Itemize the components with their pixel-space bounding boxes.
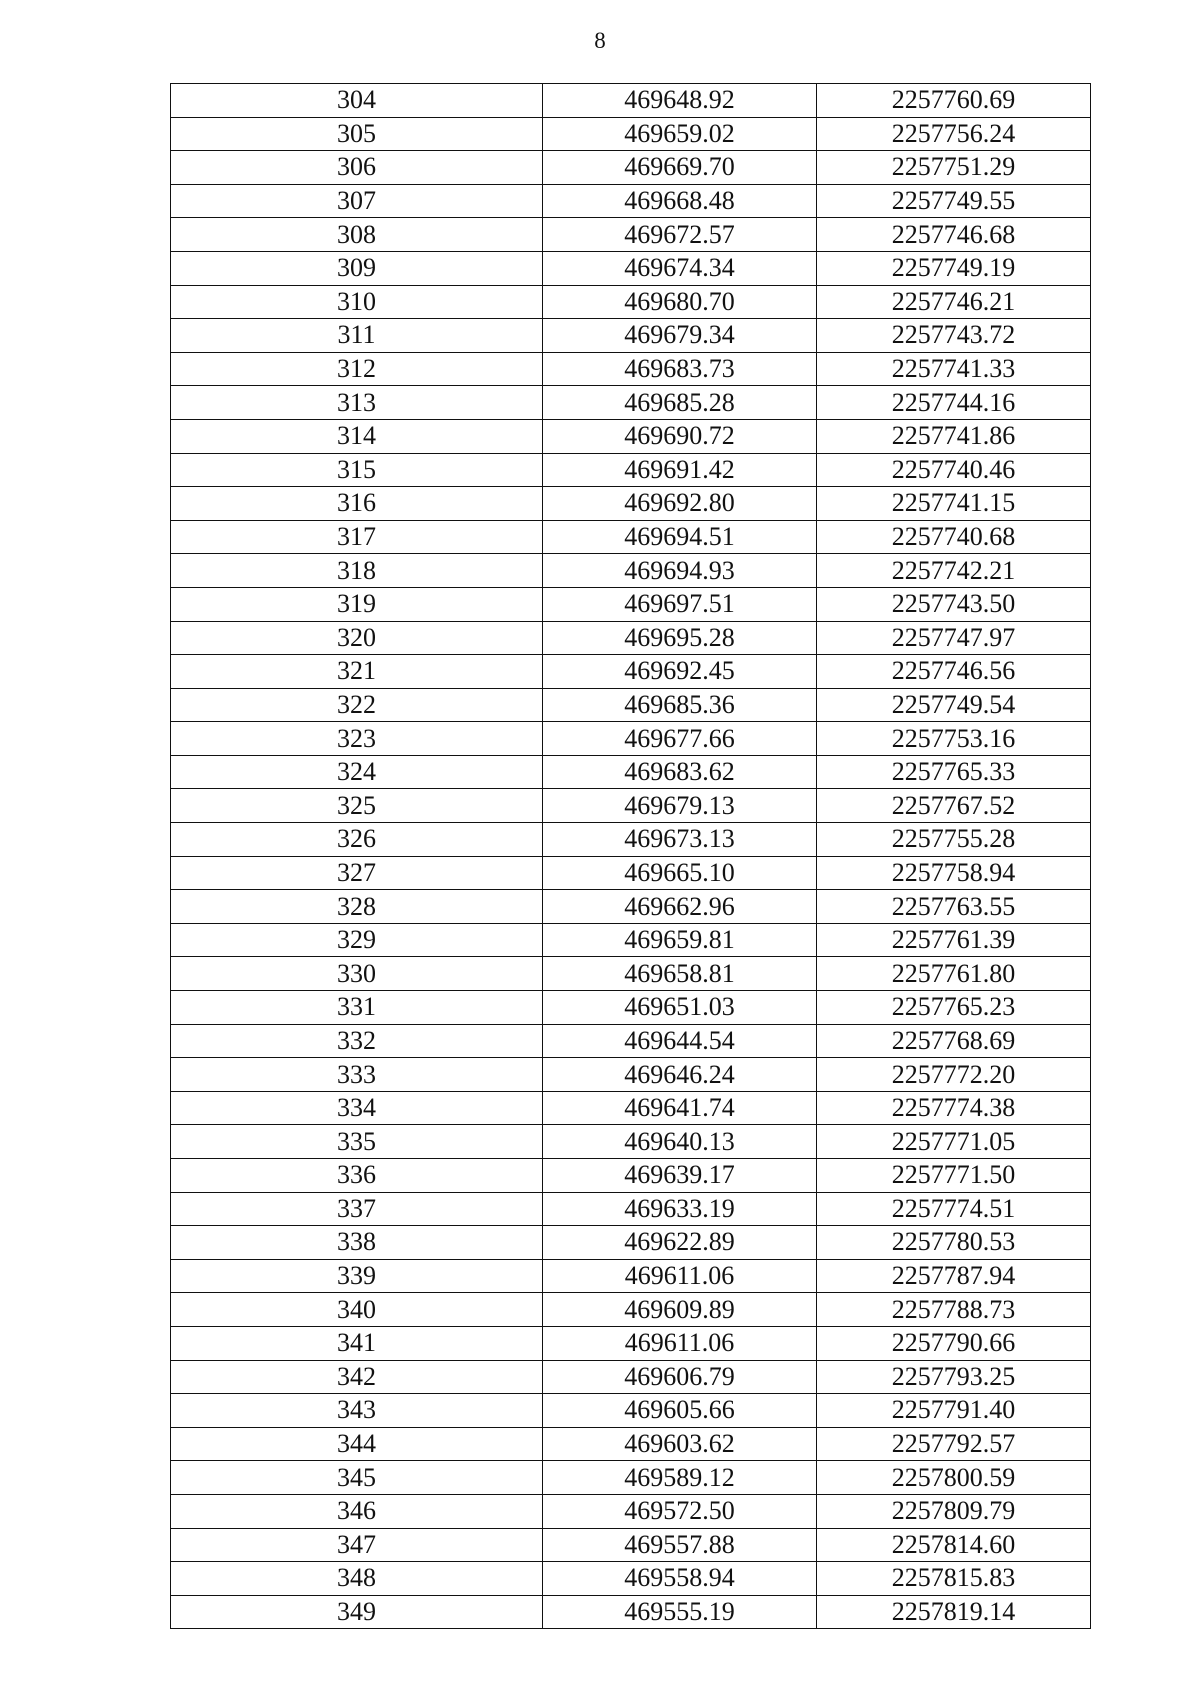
point-number-cell: 319 [171,587,543,621]
table-row [171,1326,1091,1360]
point-number-cell: 330 [171,957,543,991]
y-coordinate-cell: 2257790.66 [817,1326,1091,1360]
y-coordinate-cell: 2257741.15 [817,487,1091,521]
y-coordinate-cell: 2257767.52 [817,789,1091,823]
point-number-cell: 305 [171,117,543,151]
point-number-cell: 320 [171,621,543,655]
y-coordinate-cell: 2257787.94 [817,1259,1091,1293]
table-row [171,319,1091,353]
table-row [171,520,1091,554]
x-coordinate-cell: 469669.70 [543,151,817,185]
table-row [171,1360,1091,1394]
y-coordinate-cell: 2257755.28 [817,823,1091,857]
x-coordinate-cell: 469557.88 [543,1528,817,1562]
point-number-cell: 343 [171,1394,543,1428]
table-row [171,419,1091,453]
x-coordinate-cell: 469641.74 [543,1091,817,1125]
y-coordinate-cell: 2257809.79 [817,1494,1091,1528]
point-number-cell: 315 [171,453,543,487]
x-coordinate-cell: 469639.17 [543,1159,817,1193]
x-coordinate-cell: 469679.13 [543,789,817,823]
table-row [171,1427,1091,1461]
x-coordinate-cell: 469665.10 [543,856,817,890]
point-number-cell: 309 [171,251,543,285]
table-row [171,688,1091,722]
y-coordinate-cell: 2257749.55 [817,184,1091,218]
point-number-cell: 337 [171,1192,543,1226]
x-coordinate-cell: 469677.66 [543,722,817,756]
y-coordinate-cell: 2257772.20 [817,1058,1091,1092]
point-number-cell: 329 [171,923,543,957]
x-coordinate-cell: 469662.96 [543,890,817,924]
table-row [171,84,1091,118]
y-coordinate-cell: 2257761.39 [817,923,1091,957]
x-coordinate-cell: 469680.70 [543,285,817,319]
y-coordinate-cell: 2257768.69 [817,1024,1091,1058]
x-coordinate-cell: 469606.79 [543,1360,817,1394]
y-coordinate-cell: 2257815.83 [817,1562,1091,1596]
x-coordinate-cell: 469555.19 [543,1595,817,1629]
table-row [171,251,1091,285]
table-row [171,722,1091,756]
y-coordinate-cell: 2257792.57 [817,1427,1091,1461]
table-row [171,117,1091,151]
table-row [171,1293,1091,1327]
x-coordinate-cell: 469646.24 [543,1058,817,1092]
table-row [171,1192,1091,1226]
y-coordinate-cell: 2257780.53 [817,1226,1091,1260]
point-number-cell: 345 [171,1461,543,1495]
point-number-cell: 307 [171,184,543,218]
x-coordinate-cell: 469679.34 [543,319,817,353]
point-number-cell: 333 [171,1058,543,1092]
x-coordinate-cell: 469659.81 [543,923,817,957]
x-coordinate-cell: 469683.73 [543,352,817,386]
table-row [171,1159,1091,1193]
point-number-cell: 335 [171,1125,543,1159]
table-row [171,218,1091,252]
y-coordinate-cell: 2257741.86 [817,419,1091,453]
table-row [171,1091,1091,1125]
x-coordinate-cell: 469658.81 [543,957,817,991]
y-coordinate-cell: 2257746.56 [817,655,1091,689]
y-coordinate-cell: 2257742.21 [817,554,1091,588]
table-row [171,957,1091,991]
x-coordinate-cell: 469685.28 [543,386,817,420]
y-coordinate-cell: 2257743.50 [817,587,1091,621]
y-coordinate-cell: 2257743.72 [817,319,1091,353]
point-number-cell: 331 [171,991,543,1025]
x-coordinate-cell: 469609.89 [543,1293,817,1327]
page-number: 8 [594,28,606,53]
table-row [171,856,1091,890]
x-coordinate-cell: 469644.54 [543,1024,817,1058]
x-coordinate-cell: 469659.02 [543,117,817,151]
x-coordinate-cell: 469683.62 [543,755,817,789]
x-coordinate-cell: 469558.94 [543,1562,817,1596]
y-coordinate-cell: 2257788.73 [817,1293,1091,1327]
point-number-cell: 348 [171,1562,543,1596]
point-number-cell: 334 [171,1091,543,1125]
x-coordinate-cell: 469589.12 [543,1461,817,1495]
table-row [171,991,1091,1025]
y-coordinate-cell: 2257814.60 [817,1528,1091,1562]
y-coordinate-cell: 2257771.05 [817,1125,1091,1159]
point-number-cell: 332 [171,1024,543,1058]
x-coordinate-cell: 469692.80 [543,487,817,521]
table-row [171,655,1091,689]
y-coordinate-cell: 2257756.24 [817,117,1091,151]
point-number-cell: 341 [171,1326,543,1360]
x-coordinate-cell: 469697.51 [543,587,817,621]
y-coordinate-cell: 2257774.51 [817,1192,1091,1226]
point-number-cell: 304 [171,84,543,118]
x-coordinate-cell: 469694.93 [543,554,817,588]
y-coordinate-cell: 2257746.68 [817,218,1091,252]
table-row [171,789,1091,823]
table-row [171,621,1091,655]
point-number-cell: 327 [171,856,543,890]
point-number-cell: 317 [171,520,543,554]
y-coordinate-cell: 2257791.40 [817,1394,1091,1428]
point-number-cell: 323 [171,722,543,756]
point-number-cell: 346 [171,1494,543,1528]
y-coordinate-cell: 2257751.29 [817,151,1091,185]
x-coordinate-cell: 469685.36 [543,688,817,722]
point-number-cell: 310 [171,285,543,319]
table-row [171,453,1091,487]
y-coordinate-cell: 2257765.33 [817,755,1091,789]
point-number-cell: 339 [171,1259,543,1293]
y-coordinate-cell: 2257749.54 [817,688,1091,722]
y-coordinate-cell: 2257749.19 [817,251,1091,285]
table-row [171,184,1091,218]
x-coordinate-cell: 469651.03 [543,991,817,1025]
coordinates-table-body [171,84,1091,1629]
point-number-cell: 326 [171,823,543,857]
table-row [171,487,1091,521]
x-coordinate-cell: 469633.19 [543,1192,817,1226]
point-number-cell: 342 [171,1360,543,1394]
y-coordinate-cell: 2257753.16 [817,722,1091,756]
table-row [171,1461,1091,1495]
x-coordinate-cell: 469648.92 [543,84,817,118]
table-row [171,1226,1091,1260]
y-coordinate-cell: 2257740.46 [817,453,1091,487]
x-coordinate-cell: 469691.42 [543,453,817,487]
x-coordinate-cell: 469673.13 [543,823,817,857]
point-number-cell: 325 [171,789,543,823]
table-row [171,554,1091,588]
point-number-cell: 306 [171,151,543,185]
y-coordinate-cell: 2257746.21 [817,285,1091,319]
x-coordinate-cell: 469690.72 [543,419,817,453]
y-coordinate-cell: 2257761.80 [817,957,1091,991]
point-number-cell: 324 [171,755,543,789]
table-row [171,285,1091,319]
point-number-cell: 338 [171,1226,543,1260]
y-coordinate-cell: 2257763.55 [817,890,1091,924]
table-row [171,1562,1091,1596]
coordinates-table [170,83,1091,1629]
x-coordinate-cell: 469668.48 [543,184,817,218]
table-row [171,890,1091,924]
table-row [171,352,1091,386]
point-number-cell: 340 [171,1293,543,1327]
point-number-cell: 318 [171,554,543,588]
point-number-cell: 328 [171,890,543,924]
table-row [171,823,1091,857]
y-coordinate-cell: 2257740.68 [817,520,1091,554]
x-coordinate-cell: 469672.57 [543,218,817,252]
point-number-cell: 308 [171,218,543,252]
table-row [171,1394,1091,1428]
point-number-cell: 336 [171,1159,543,1193]
table-row [171,1058,1091,1092]
y-coordinate-cell: 2257793.25 [817,1360,1091,1394]
x-coordinate-cell: 469605.66 [543,1394,817,1428]
y-coordinate-cell: 2257741.33 [817,352,1091,386]
point-number-cell: 316 [171,487,543,521]
table-row [171,1528,1091,1562]
point-number-cell: 344 [171,1427,543,1461]
y-coordinate-cell: 2257760.69 [817,84,1091,118]
point-number-cell: 322 [171,688,543,722]
point-number-cell: 313 [171,386,543,420]
y-coordinate-cell: 2257744.16 [817,386,1091,420]
y-coordinate-cell: 2257800.59 [817,1461,1091,1495]
table-row [171,755,1091,789]
x-coordinate-cell: 469695.28 [543,621,817,655]
x-coordinate-cell: 469692.45 [543,655,817,689]
point-number-cell: 311 [171,319,543,353]
point-number-cell: 321 [171,655,543,689]
table-row [171,1024,1091,1058]
x-coordinate-cell: 469640.13 [543,1125,817,1159]
point-number-cell: 347 [171,1528,543,1562]
table-row [171,587,1091,621]
x-coordinate-cell: 469611.06 [543,1259,817,1293]
table-row [171,1595,1091,1629]
table-row [171,1494,1091,1528]
x-coordinate-cell: 469674.34 [543,251,817,285]
table-row [171,1259,1091,1293]
table-row [171,151,1091,185]
table-row [171,386,1091,420]
x-coordinate-cell: 469611.06 [543,1326,817,1360]
point-number-cell: 312 [171,352,543,386]
x-coordinate-cell: 469694.51 [543,520,817,554]
point-number-cell: 349 [171,1595,543,1629]
y-coordinate-cell: 2257758.94 [817,856,1091,890]
y-coordinate-cell: 2257774.38 [817,1091,1091,1125]
x-coordinate-cell: 469622.89 [543,1226,817,1260]
y-coordinate-cell: 2257765.23 [817,991,1091,1025]
y-coordinate-cell: 2257747.97 [817,621,1091,655]
y-coordinate-cell: 2257771.50 [817,1159,1091,1193]
table-row [171,923,1091,957]
point-number-cell: 314 [171,419,543,453]
table-row [171,1125,1091,1159]
x-coordinate-cell: 469603.62 [543,1427,817,1461]
y-coordinate-cell: 2257819.14 [817,1595,1091,1629]
x-coordinate-cell: 469572.50 [543,1494,817,1528]
